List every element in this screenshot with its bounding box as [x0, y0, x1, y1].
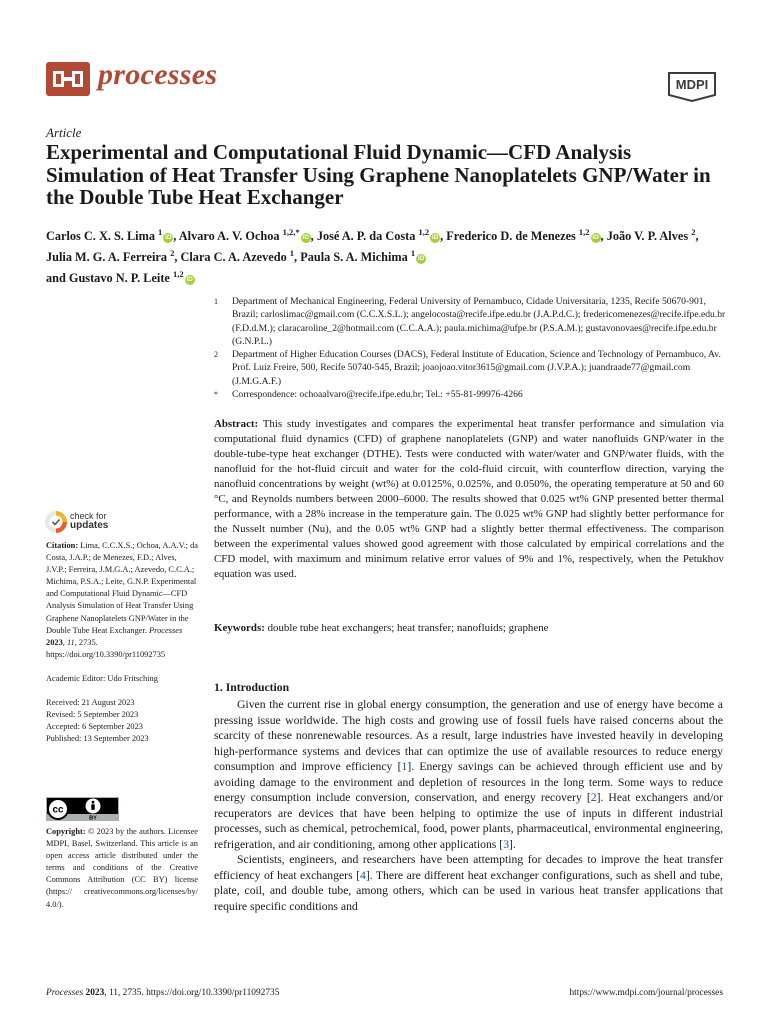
author-affiliation-mark: 2 [691, 227, 696, 237]
affiliation-text: Correspondence: ochoaalvaro@recife.ifpe.edu.br; Tel.: +55-81-99976-4266 [232, 389, 523, 401]
check-line1: check for [70, 511, 107, 521]
affiliation-text: Department of Higher Education Courses (DACS), Federal Institute of Education, Science and Technology of Pernambuco, Av. Prof. Luiz Freire, 500, Recife 50740-545, Brazil; joaojoao.vitor3615@gmail.com (J.V.P.A.); juandraade77@gmail.com (J.M.G.A.F.) [232, 349, 721, 387]
date-line: Accepted: 6 September 2023 [46, 722, 143, 732]
orcid-icon[interactable]: iD [417, 255, 425, 263]
copyright-text: © 2023 by the authors. Licensee MDPI, Basel, Switzerland. This article is an open access article distributed under the terms and conditions of the Creative Commons Attribution (CC BY) license (https:// creativecommons.org/licenses/by/ 4.0/). [46, 827, 198, 909]
keywords-label: Keywords: [214, 622, 265, 634]
abstract [214, 417, 724, 583]
sidebar-info [46, 540, 198, 745]
author-name: Carlos C. X. S. Lima [46, 229, 155, 244]
orcid-icon[interactable]: iD [431, 234, 439, 242]
author-name: Julia M. G. A. Ferreira [46, 250, 168, 265]
affiliation [214, 388, 726, 401]
affiliation-mark: 1 [214, 297, 218, 306]
footer-year: 2023 [85, 988, 105, 998]
journal-logo [46, 62, 90, 96]
svg-text:cc: cc [52, 804, 64, 816]
orcid-icon[interactable]: iD [165, 234, 172, 242]
reference-link[interactable]: 1 [401, 760, 408, 773]
footer-journal: Processes [46, 988, 84, 998]
citation-doi-link[interactable]: , 2735. https://doi.org/10.3390/pr11092735 [46, 637, 166, 659]
orcid-icon[interactable]: iD [186, 276, 193, 284]
journal-name: processes [98, 58, 218, 91]
orcid-icon[interactable]: iD [302, 234, 309, 242]
author-affiliation-mark: 1,2 [172, 269, 184, 280]
author-affiliation-mark: 1 [410, 248, 416, 259]
citation-text: Lima, C.C.X.S.; Ochoa, A.A.V.; da Costa, J.A.P.; de Menezes, F.D.; Alves, J.V.P.; Ferreira, J.M.G.A.; Azevedo, C.C.A.; Michima, P.S.A.; Leite, G.N.P. Experimental and Computational Fluid Dynamic—CFD Analysis Simulation of Heat Transfer Using Graphene Nanoplatelets GNP/Water in the Double Tube Heat Exchanger. [46, 541, 198, 635]
copyright-notice [46, 826, 198, 911]
citation-year: 2023 [46, 637, 63, 647]
author-affiliation-mark: 1,2 [578, 227, 590, 237]
academic-editor: Academic Editor: Udo Fritsching [46, 673, 158, 683]
author-name: Frederico D. de Menezes [446, 229, 576, 244]
mdpi-logo [665, 70, 719, 102]
date-line: Received: 21 August 2023 [46, 698, 135, 708]
paragraph-2: Scientists, engineers, and researchers have been attempting for decades to improve the heat transfer efficiency of heat exchangers [4]. There are different heat exchanger configurations, such as shell and tube, plate, coil, and double tube, among others, which can be used in various heat transfer applications that require specific conditions and [214, 853, 723, 913]
abstract-text: This study investigates and compares the experimental heat transfer performance and simulation via computational fluid dynamics (CFD) of graphene nanoplatelets (GNP) and water nanofluids GNP/water in the double-tube-type heat exchanger (DTHE). Tests were conducted with water/water and GNP/water fluids, with the nanofluid for the hot-fluid circuit and water for the cold-fluid circuit, with counterflow direction, varying the nanofluid concentrations by weight (wt%) at 0.0125%, 0.025%, and 0.050%, the operating temperature at 50 and 60 °C, and Reynolds numbers between 2000–6000. The results showed that 0.025 wt% GNP presented better thermal performance, with a 28% increase in the temperature gain. The 0.025 wt% GNP had slightly better performance for the Nusselt number (Nu), and the 0.05 wt% GNP had a slightly better thermal effectiveness. The comparison between the experimental values showed good agreement with those calculated by empirical correlations and the CFD model, with maximum and minimum relative error values of 9% and 1%, respectively, when the Petukhov equation was used. [214, 418, 724, 581]
author-name: and Gustavo N. P. Leite [46, 271, 170, 286]
copyright-label: Copyright: [46, 827, 86, 836]
article-type: Article [46, 125, 82, 140]
keywords-text: double tube heat exchangers; heat transfer; nanofluids; graphene [267, 622, 549, 634]
author-list: Carlos C. X. S. Lima $^1$iD , Alvaro A. V. Ochoa $^{1,2,*}$iD , José A. P. da Costa $^{1,2}$iD , Frederico D. de Menezes $^{1,2}$iD , João V. P. Alves $^2$, Julia M. G. A. Ferreira $^2$, Clara C. A. Azevedo $^1$, Paula S. A. Michima $^1$iD and Gustavo N. P. Leite $^{1,2}$iD [46, 227, 699, 286]
check-for-updates-icon[interactable] [44, 510, 68, 534]
author-name: Clara C. A. Azevedo [180, 250, 287, 265]
author-affiliation-mark: 1,2,* [282, 227, 300, 237]
publication-dates [46, 697, 198, 745]
affiliation [214, 348, 726, 388]
cc-badge-text: BY [89, 815, 97, 821]
body-text [214, 697, 723, 914]
footer-citation [46, 988, 279, 998]
check-line2: updates [70, 520, 109, 531]
orcid-icon[interactable]: iD [592, 234, 599, 242]
affiliation-text: Department of Mechanical Engineering, Federal University of Pernambuco, Cidade Universitaria, 1235, Recife 50670-901, Brazil; carloslimac@gmail.com (C.C.X.S.L.); angelocosta@recife.ifpe.edu.br (J.A.P.d.C.); fredericomenezes@recife.ifpe.edu.br (F.D.d.M.); claracaroline_2@hotmail.com (C.C.A.A.); paula.michima@ufpe.br (P.S.A.M.); gustavonovaes@recife.ifpe.edu.br (G.N.P.L.) [232, 296, 726, 347]
affiliation-mark: * [214, 390, 218, 400]
footer-doi: , 11, 2735. https://doi.org/10.3390/pr11092735 [104, 988, 280, 998]
keywords [214, 621, 724, 636]
author-affiliation-mark: 2 [170, 248, 175, 259]
citation-volume: 11 [66, 637, 75, 647]
citation-journal: Processes [149, 625, 183, 635]
affiliation [214, 295, 726, 348]
check-for-updates-link[interactable] [70, 512, 108, 530]
date-line: Revised: 5 September 2023 [46, 710, 139, 720]
date-line: Published: 13 September 2023 [46, 734, 149, 744]
affiliation-mark: 2 [214, 350, 218, 360]
author-affiliation-mark: 1,2 [418, 227, 430, 237]
abstract-label: Abstract: [214, 418, 259, 430]
reference-link[interactable]: 4 [359, 868, 366, 882]
author-name: Paula S. A. Michima [300, 250, 408, 265]
author-name: José A. P. da Costa [316, 229, 416, 244]
author-affiliation-mark: 1 [158, 227, 163, 237]
citation: Citation: Lima, C.C.X.S.; Ochoa, A.A.V.; da Costa, J.A.P.; de Menezes, F.D.; Alves, J.V.P.; Ferreira, J.M.G.A.; Azevedo, C.C.A.; Michima, P.S.A.; Leite, G.N.P. Experimental and Computational Fluid Dynamic—CFD Analysis Simulation of Heat Transfer Using Graphene Nanoplatelets GNP/Water in the Double Tube Heat Exchanger. Processes 2023, 11, 2735. https://doi.org/10.3390/pr11092735 [46, 541, 198, 659]
reference-link[interactable]: 2 [590, 791, 597, 804]
citation-label: Citation: [46, 541, 79, 550]
author-name: Alvaro A. V. Ochoa [178, 229, 280, 244]
section-heading: 1. Introduction [214, 681, 290, 694]
footer-journal-url[interactable]: https://www.mdpi.com/journal/processes [569, 988, 723, 998]
reference-link[interactable]: 3 [503, 837, 510, 851]
author-affiliation-mark: 1 [289, 248, 295, 259]
article-title: Experimental and Computational Fluid Dynamic—CFD Analysis Simulation of Heat Transfer Using Graphene Nanoplatelets GNP/Water in the Double Tube Heat Exchanger [46, 140, 711, 209]
author-name: João V. P. Alves [606, 229, 689, 244]
paragraph-1: Given the current rise in global energy consumption, the generation and use of energy have become a pressing issue worldwide. The high costs and growing use of fossil fuels have raised concerns about the scarcity of these nonrenewable resources. As a result, large industries have invested heavily in developing high-performance systems and devices that can optimize the use of available resources to reduce energy consumption and improve efficiency [1]. Energy savings can be achieved through efficient use and by avoiding damage to the environment and depletion of resources in the long term. Some ways to reduce energy consumption include conversion, conservation, and energy recovery [2]. Heat exchangers and/or recuperators are devices that have been helping to optimize the use of inputs in different industrial processes, such as chemical, petrochemical, food, power plants, pharmaceutical, environmental engineering, refrigeration, and air conditioning, among other applications [3]. [214, 698, 723, 851]
affiliations [214, 295, 726, 401]
mdpi-logo-text: MDPI [675, 77, 709, 92]
cc-by-license-icon[interactable] [46, 797, 119, 821]
